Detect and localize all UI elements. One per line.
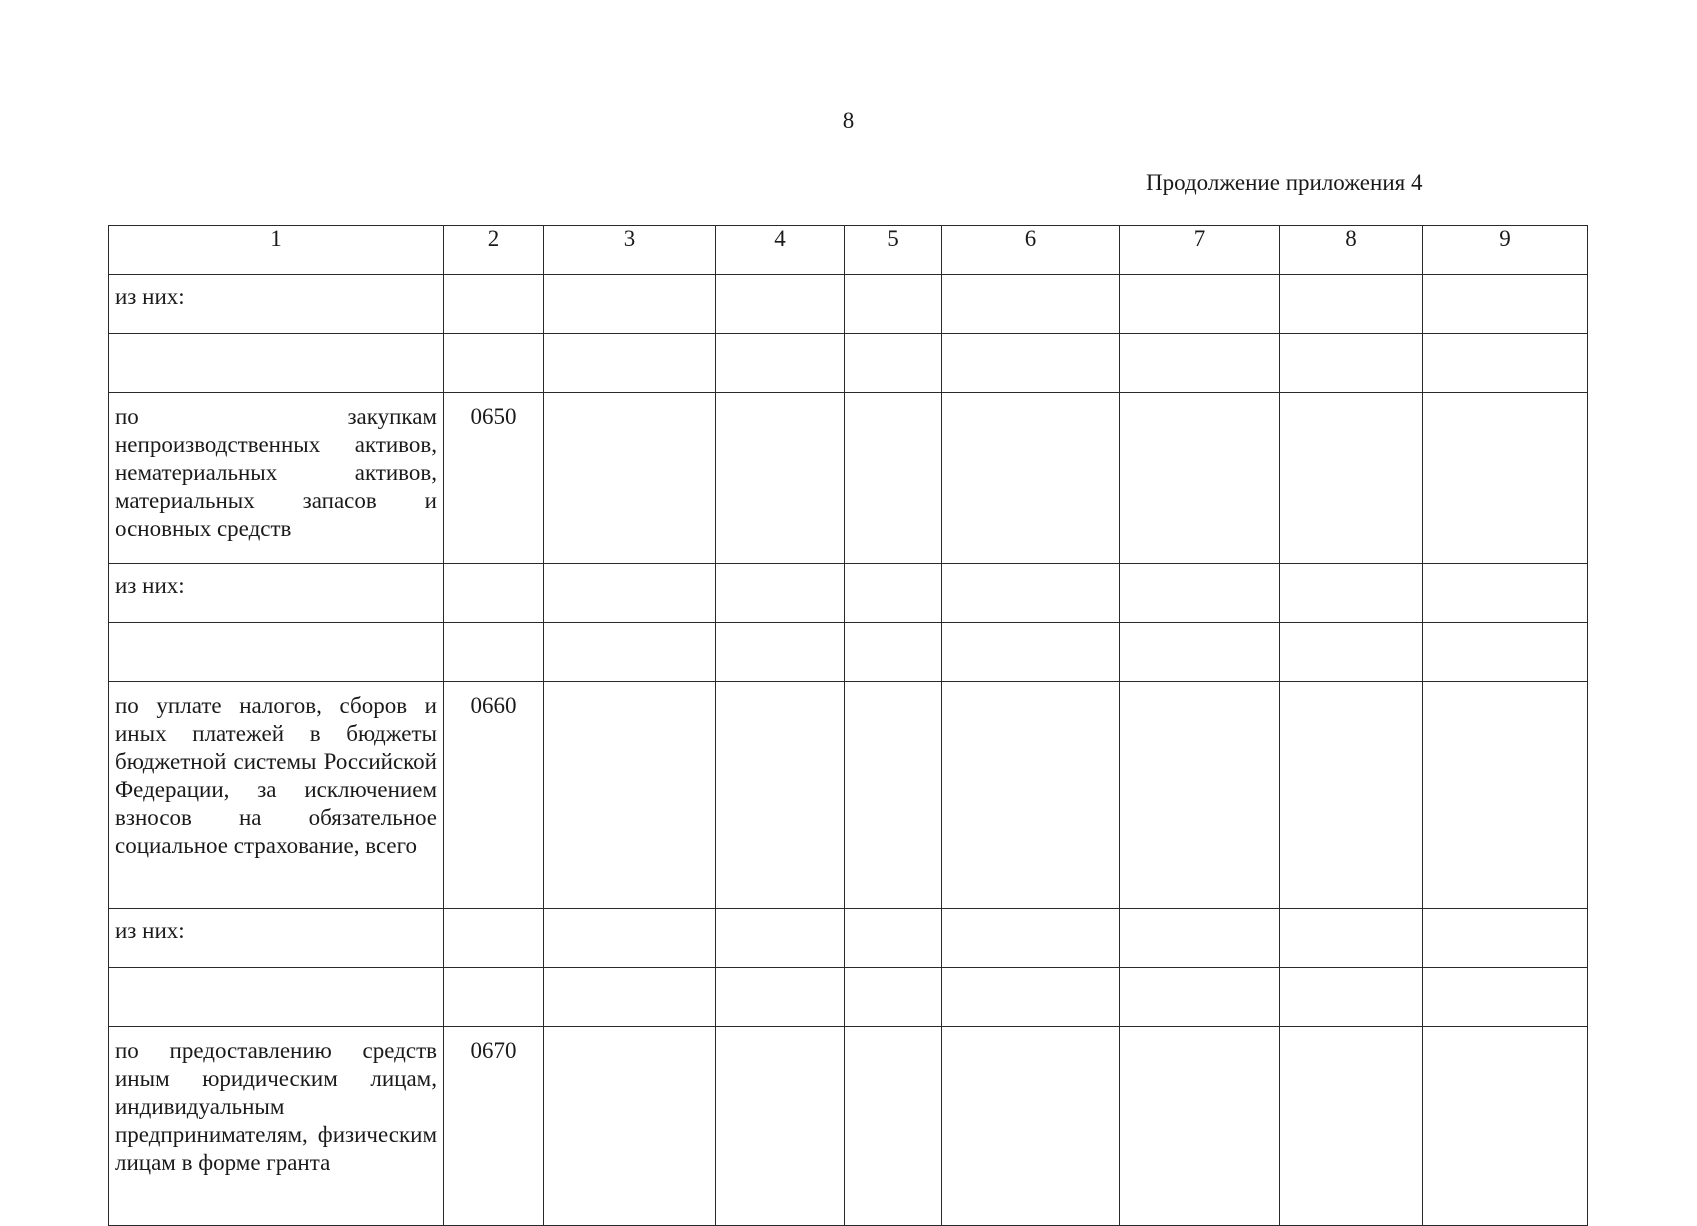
value-cell [544,909,716,968]
value-cell [1280,334,1423,393]
value-cell [544,564,716,623]
value-cell [845,275,942,334]
row-code: 0660 [444,682,544,909]
value-cell [716,968,845,1027]
column-number-cell: 5 [845,226,942,275]
value-cell [1120,1027,1280,1226]
value-cell [1423,968,1588,1027]
table-row [109,1027,1588,1226]
value-cell [845,909,942,968]
value-cell [942,564,1120,623]
value-cell [716,1027,845,1226]
value-cell [942,1027,1120,1226]
value-cell [544,1027,716,1226]
value-cell [716,393,845,564]
value-cell [1120,564,1280,623]
appendix-continuation-note: Продолжение приложения 4 [1146,170,1423,195]
value-cell [544,393,716,564]
column-number-cell: 7 [1120,226,1280,275]
value-cell [716,682,845,909]
row-label [109,968,444,1027]
table-row [109,334,1588,393]
value-cell [1280,623,1423,682]
column-number-cell: 1 [109,226,444,275]
row-label [109,334,444,393]
value-cell [1423,682,1588,909]
value-cell [544,623,716,682]
value-cell [1120,334,1280,393]
value-cell [1423,1027,1588,1226]
value-cell [1120,968,1280,1027]
value-cell [845,623,942,682]
row-code [444,564,544,623]
value-cell [845,393,942,564]
value-cell [1280,968,1423,1027]
column-number-cell: 9 [1423,226,1588,275]
value-cell [845,682,942,909]
value-cell [1423,909,1588,968]
table-row [109,623,1588,682]
value-cell [845,564,942,623]
row-label [109,623,444,682]
value-cell [544,682,716,909]
value-cell [942,393,1120,564]
row-label: из них: [109,909,444,968]
value-cell [716,564,845,623]
value-cell [942,909,1120,968]
value-cell [1120,909,1280,968]
value-cell [1423,275,1588,334]
column-number-cell: 4 [716,226,845,275]
value-cell [716,909,845,968]
value-cell [1423,393,1588,564]
row-label: по закупкам непроизводственных активов, нематериальных активов, материальных запасов и основных средств [109,393,444,564]
value-cell [1280,682,1423,909]
table-row [109,564,1588,623]
row-code [444,909,544,968]
value-cell [1120,275,1280,334]
value-cell [942,968,1120,1027]
value-cell [544,968,716,1027]
table-row [109,682,1588,909]
column-number-cell: 6 [942,226,1120,275]
value-cell [544,334,716,393]
row-label: по уплате налогов, сборов и иных платежей в бюджеты бюджетной системы Российской Федерации, за исключением взносов на обязательное социальное страхование, всего [109,682,444,909]
row-label: из них: [109,564,444,623]
value-cell [942,623,1120,682]
value-cell [1423,623,1588,682]
column-number-cell: 3 [544,226,716,275]
value-cell [1280,564,1423,623]
row-code [444,334,544,393]
column-number-cell: 8 [1280,226,1423,275]
value-cell [1280,393,1423,564]
value-cell [1120,623,1280,682]
row-code [444,623,544,682]
value-cell [1120,682,1280,909]
row-label: из них: [109,275,444,334]
column-number-cell: 2 [444,226,544,275]
column-number-row [109,226,1588,275]
table-row [109,968,1588,1027]
value-cell [845,334,942,393]
value-cell [716,623,845,682]
value-cell [942,334,1120,393]
value-cell [1423,564,1588,623]
page-number: 8 [842,108,855,133]
row-code: 0650 [444,393,544,564]
table-row [109,909,1588,968]
row-code [444,275,544,334]
value-cell [716,334,845,393]
table-row [109,275,1588,334]
value-cell [942,682,1120,909]
value-cell [1280,909,1423,968]
row-code: 0670 [444,1027,544,1226]
value-cell [845,968,942,1027]
value-cell [1280,275,1423,334]
value-cell [1120,393,1280,564]
value-cell [1280,1027,1423,1226]
row-label: по предоставлению средств иным юридическим лицам, индивидуальным предпринимателям, физическим лицам в форме гранта [109,1027,444,1226]
report-table [108,225,1588,1226]
table-row [109,393,1588,564]
row-code [444,968,544,1027]
value-cell [942,275,1120,334]
value-cell [716,275,845,334]
value-cell [544,275,716,334]
value-cell [1423,334,1588,393]
value-cell [845,1027,942,1226]
